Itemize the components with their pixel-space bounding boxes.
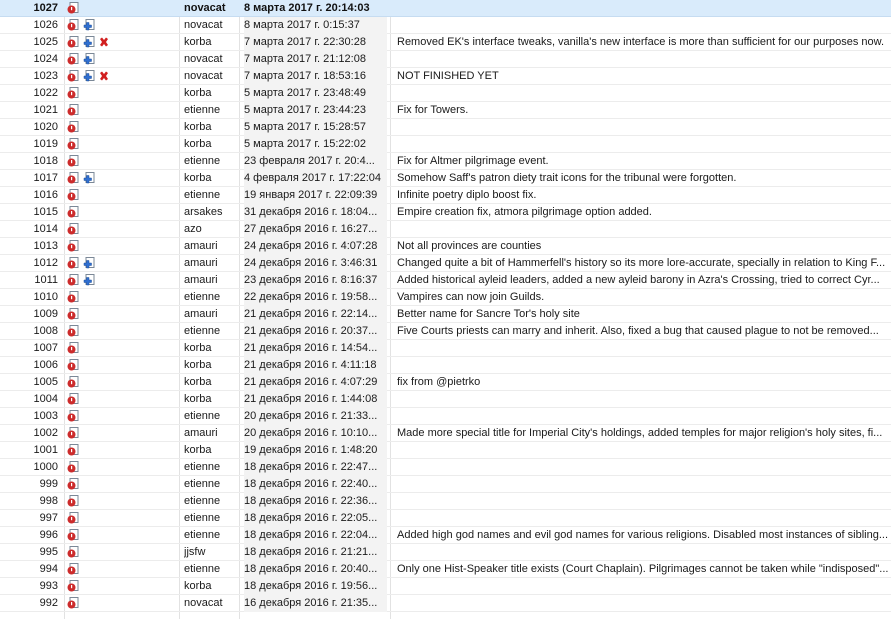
- action-icons: [67, 136, 177, 153]
- commit-date: 27 декабря 2016 г. 16:27...: [244, 221, 387, 238]
- document-added-icon: [83, 19, 95, 31]
- log-row[interactable]: [0, 170, 891, 187]
- author: korba: [184, 393, 212, 405]
- log-row[interactable]: [0, 255, 891, 272]
- revision-number: 1026: [33, 19, 58, 31]
- log-row[interactable]: [0, 289, 891, 306]
- revision-number: 1009: [33, 308, 58, 320]
- commit-date: 23 декабря 2016 г. 8:16:37: [244, 272, 387, 289]
- revision-number: 1003: [33, 410, 58, 422]
- action-icons: [67, 272, 177, 289]
- commit-date: 18 декабря 2016 г. 21:21...: [244, 544, 387, 561]
- commit-message: Somehow Saff's patron diety trait icons for the tribunal were forgotten.: [397, 172, 737, 184]
- action-icons: [67, 578, 177, 595]
- author: etienne: [184, 325, 221, 337]
- author: novacat: [184, 53, 223, 65]
- commit-message: [397, 408, 889, 425]
- commit-message: [397, 340, 889, 357]
- document-added-icon: [83, 70, 95, 82]
- commit-message: Made more special title for Imperial City's holdings, added temples for major religion's holy sites, fi...: [397, 427, 883, 439]
- revision-number: 1027: [33, 2, 58, 14]
- log-row[interactable]: [0, 221, 891, 238]
- log-row[interactable]: [0, 272, 891, 289]
- log-row[interactable]: [0, 187, 891, 204]
- commit-date: 5 марта 2017 г. 23:44:23: [244, 102, 387, 119]
- author: korba: [184, 172, 212, 184]
- revision-number: 1025: [33, 36, 58, 48]
- author: etienne: [184, 478, 221, 490]
- commit-message: [397, 442, 889, 459]
- document-added-icon: [83, 172, 95, 184]
- action-icons: [67, 476, 177, 493]
- document-modified-icon: [67, 223, 79, 235]
- document-modified-icon: [67, 597, 79, 609]
- commit-date: 18 декабря 2016 г. 19:56...: [244, 578, 387, 595]
- commit-message: Removed EK's interface tweaks, vanilla's new interface is more than sufficient for our purposes now.: [397, 36, 885, 48]
- revision-number: 1005: [33, 376, 58, 388]
- log-row[interactable]: [0, 17, 891, 34]
- commit-message: Not all provinces are counties: [397, 240, 542, 252]
- revision-number: 1018: [33, 155, 58, 167]
- commit-date: 23 февраля 2017 г. 20:4...: [244, 153, 387, 170]
- commit-date: 7 марта 2017 г. 22:30:28: [244, 34, 387, 51]
- action-icons: [67, 238, 177, 255]
- commit-date: 18 декабря 2016 г. 22:47...: [244, 459, 387, 476]
- document-deleted-icon: [98, 70, 110, 82]
- revision-number: 1022: [33, 87, 58, 99]
- author: amauri: [184, 240, 218, 252]
- revision-number: 1021: [33, 104, 58, 116]
- log-row[interactable]: [0, 136, 891, 153]
- action-icons: [67, 442, 177, 459]
- log-row[interactable]: [0, 476, 891, 493]
- action-icons: [67, 459, 177, 476]
- revision-number: 1002: [33, 427, 58, 439]
- document-modified-icon: [67, 274, 79, 286]
- author: korba: [184, 376, 212, 388]
- commit-date: 31 декабря 2016 г. 18:04...: [244, 204, 387, 221]
- document-modified-icon: [67, 512, 79, 524]
- author: korba: [184, 580, 212, 592]
- commit-date: 5 марта 2017 г. 15:22:02: [244, 136, 387, 153]
- action-icons: [67, 153, 177, 170]
- document-modified-icon: [67, 2, 79, 14]
- action-icons: [67, 391, 177, 408]
- document-modified-icon: [67, 359, 79, 371]
- commit-date: 18 декабря 2016 г. 22:05...: [244, 510, 387, 527]
- commit-message: [397, 544, 889, 561]
- action-icons: [67, 306, 177, 323]
- action-icons: [67, 408, 177, 425]
- document-modified-icon: [67, 206, 79, 218]
- author: etienne: [184, 461, 221, 473]
- author: amauri: [184, 427, 218, 439]
- action-icons: [67, 357, 177, 374]
- document-modified-icon: [67, 495, 79, 507]
- document-modified-icon: [67, 563, 79, 575]
- author: etienne: [184, 189, 221, 201]
- document-deleted-icon: [98, 36, 110, 48]
- action-icons: [67, 510, 177, 527]
- document-modified-icon: [67, 36, 79, 48]
- log-row[interactable]: [0, 340, 891, 357]
- action-icons: [67, 561, 177, 578]
- revision-number: 1020: [33, 121, 58, 133]
- action-icons: [67, 17, 177, 34]
- author: etienne: [184, 495, 221, 507]
- revision-number: 993: [39, 580, 58, 592]
- commit-date: 21 декабря 2016 г. 4:11:18: [244, 357, 387, 374]
- document-modified-icon: [67, 138, 79, 150]
- author: novacat: [184, 70, 223, 82]
- log-row[interactable]: [0, 204, 891, 221]
- document-modified-icon: [67, 342, 79, 354]
- author: korba: [184, 138, 212, 150]
- commit-message: fix from @pietrko: [397, 376, 481, 388]
- document-modified-icon: [67, 87, 79, 99]
- log-row[interactable]: [0, 527, 891, 544]
- revision-number: 1000: [33, 461, 58, 473]
- document-modified-icon: [67, 393, 79, 405]
- log-row[interactable]: [0, 102, 891, 119]
- document-added-icon: [83, 36, 95, 48]
- log-row[interactable]: [0, 306, 891, 323]
- author: korba: [184, 87, 212, 99]
- document-modified-icon: [67, 529, 79, 541]
- document-modified-icon: [67, 155, 79, 167]
- action-icons: [67, 34, 177, 51]
- commit-message: Changed quite a bit of Hammerfell's history so its more lore-accurate, specially in relation to King F...: [397, 257, 886, 269]
- commit-date: 8 марта 2017 г. 20:14:03: [244, 2, 370, 14]
- author: novacat: [184, 19, 223, 31]
- revision-number: 1014: [33, 223, 58, 235]
- log-row[interactable]: [0, 561, 891, 578]
- log-row[interactable]: [0, 51, 891, 68]
- revision-number: 1013: [33, 240, 58, 252]
- action-icons: [67, 51, 177, 68]
- revision-number: 1007: [33, 342, 58, 354]
- commit-message: [397, 17, 889, 34]
- action-icons: [67, 187, 177, 204]
- document-modified-icon: [67, 291, 79, 303]
- commit-date: 21 декабря 2016 г. 14:54...: [244, 340, 387, 357]
- commit-message: Infinite poetry diplo boost fix.: [397, 189, 537, 201]
- action-icons: [67, 221, 177, 238]
- commit-date: 5 марта 2017 г. 15:28:57: [244, 119, 387, 136]
- document-modified-icon: [67, 19, 79, 31]
- action-icons: [67, 374, 177, 391]
- commit-message: NOT FINISHED YET: [397, 70, 499, 82]
- commit-message: [397, 136, 889, 153]
- revision-number: 994: [39, 563, 58, 575]
- commit-date: 5 марта 2017 г. 23:48:49: [244, 85, 387, 102]
- log-row[interactable]: [0, 459, 891, 476]
- author: etienne: [184, 529, 221, 541]
- author: etienne: [184, 410, 221, 422]
- commit-message: Fix for Altmer pilgrimage event.: [397, 155, 549, 167]
- author: etienne: [184, 512, 221, 524]
- action-icons: [67, 595, 177, 612]
- revision-number: 1006: [33, 359, 58, 371]
- action-icons: [67, 544, 177, 561]
- author: etienne: [184, 291, 221, 303]
- commit-date: 19 декабря 2016 г. 1:48:20: [244, 442, 387, 459]
- action-icons: [67, 102, 177, 119]
- document-modified-icon: [67, 546, 79, 558]
- author: arsakes: [184, 206, 223, 218]
- commit-date: 21 декабря 2016 г. 20:37...: [244, 323, 387, 340]
- document-added-icon: [83, 274, 95, 286]
- commit-date: 21 декабря 2016 г. 1:44:08: [244, 391, 387, 408]
- commit-message: Better name for Sancre Tor's holy site: [397, 308, 580, 320]
- commit-message: [397, 510, 889, 527]
- author: korba: [184, 444, 212, 456]
- revision-number: 1004: [33, 393, 58, 405]
- log-row[interactable]: [0, 408, 891, 425]
- author: korba: [184, 121, 212, 133]
- action-icons: [67, 255, 177, 272]
- document-modified-icon: [67, 240, 79, 252]
- log-row[interactable]: [0, 238, 891, 255]
- author: novacat: [184, 2, 226, 14]
- revision-number: 1011: [34, 274, 58, 286]
- document-modified-icon: [67, 376, 79, 388]
- action-icons: [67, 204, 177, 221]
- commit-date: 18 декабря 2016 г. 22:36...: [244, 493, 387, 510]
- revision-number: 999: [39, 478, 58, 490]
- log-row[interactable]: [0, 0, 891, 17]
- document-modified-icon: [67, 189, 79, 201]
- commit-message: [397, 0, 889, 17]
- document-added-icon: [83, 257, 95, 269]
- commit-date: 24 декабря 2016 г. 3:46:31: [244, 255, 387, 272]
- author: etienne: [184, 104, 221, 116]
- commit-message: Vampires can now join Guilds.: [397, 291, 545, 303]
- commit-message: [397, 578, 889, 595]
- log-row[interactable]: [0, 493, 891, 510]
- commit-date: 22 декабря 2016 г. 19:58...: [244, 289, 387, 306]
- commit-message: Five Courts priests can marry and inherit. Also, fixed a bug that caused plague to not be removed...: [397, 325, 879, 337]
- commit-message: [397, 357, 889, 374]
- commit-message: Only one Hist-Speaker title exists (Court Chaplain). Pilgrimages cannot be taken while "indisposed"...: [397, 563, 889, 575]
- log-row[interactable]: [0, 119, 891, 136]
- log-row[interactable]: [0, 374, 891, 391]
- revision-number: 1012: [33, 257, 58, 269]
- revision-number: 1024: [33, 53, 58, 65]
- author: amauri: [184, 257, 218, 269]
- document-modified-icon: [67, 121, 79, 133]
- document-modified-icon: [67, 53, 79, 65]
- action-icons: [67, 289, 177, 306]
- action-icons: [67, 68, 177, 85]
- revision-number: 1015: [33, 206, 58, 218]
- commit-date: 7 марта 2017 г. 18:53:16: [244, 68, 387, 85]
- revision-number: 1016: [33, 189, 58, 201]
- document-modified-icon: [67, 427, 79, 439]
- document-added-icon: [83, 53, 95, 65]
- document-modified-icon: [67, 325, 79, 337]
- commit-message: Fix for Towers.: [397, 104, 469, 116]
- author: etienne: [184, 155, 221, 167]
- document-modified-icon: [67, 104, 79, 116]
- commit-message: [397, 476, 889, 493]
- document-modified-icon: [67, 70, 79, 82]
- commit-date: 18 декабря 2016 г. 22:04...: [244, 527, 387, 544]
- commit-message: [397, 221, 889, 238]
- log-row[interactable]: [0, 442, 891, 459]
- log-row[interactable]: [0, 578, 891, 595]
- action-icons: [67, 323, 177, 340]
- revision-number: 995: [39, 546, 58, 558]
- revision-number: 1010: [33, 291, 58, 303]
- commit-message: [397, 459, 889, 476]
- log-row[interactable]: [0, 544, 891, 561]
- author: amauri: [184, 308, 218, 320]
- document-modified-icon: [67, 444, 79, 456]
- revision-number: 1008: [33, 325, 58, 337]
- commit-date: 8 марта 2017 г. 0:15:37: [244, 17, 387, 34]
- log-row[interactable]: [0, 153, 891, 170]
- revision-number: 997: [39, 512, 58, 524]
- commit-date: 20 декабря 2016 г. 21:33...: [244, 408, 387, 425]
- action-icons: [67, 425, 177, 442]
- revision-number: 1019: [33, 138, 58, 150]
- document-modified-icon: [67, 478, 79, 490]
- action-icons: [67, 85, 177, 102]
- author: korba: [184, 36, 212, 48]
- revision-number: 996: [39, 529, 58, 541]
- document-modified-icon: [67, 461, 79, 473]
- action-icons: [67, 170, 177, 187]
- document-modified-icon: [67, 257, 79, 269]
- commit-message: [397, 119, 889, 136]
- log-row[interactable]: [0, 510, 891, 527]
- log-row[interactable]: [0, 391, 891, 408]
- commit-date: 24 декабря 2016 г. 4:07:28: [244, 238, 387, 255]
- commit-date: 20 декабря 2016 г. 10:10...: [244, 425, 387, 442]
- author: korba: [184, 359, 212, 371]
- log-row[interactable]: [0, 68, 891, 85]
- commit-message: [397, 493, 889, 510]
- log-row[interactable]: [0, 323, 891, 340]
- log-row[interactable]: [0, 425, 891, 442]
- author: korba: [184, 342, 212, 354]
- revision-number: 992: [39, 597, 58, 609]
- commit-message: Added historical ayleid leaders, added a new ayleid barony in Azra's Crossing, tried to correct Cyr...: [397, 274, 880, 286]
- author: jjsfw: [184, 546, 206, 558]
- author: amauri: [184, 274, 218, 286]
- author: novacat: [184, 597, 223, 609]
- action-icons: [67, 493, 177, 510]
- revision-number: 1017: [33, 172, 58, 184]
- action-icons: [67, 527, 177, 544]
- revision-number: 1023: [33, 70, 58, 82]
- commit-message: [397, 391, 889, 408]
- commit-message: Empire creation fix, atmora pilgrimage option added.: [397, 206, 652, 218]
- commit-message: [397, 595, 889, 612]
- commit-date: 19 января 2017 г. 22:09:39: [244, 187, 387, 204]
- action-icons: [67, 0, 177, 17]
- commit-date: 7 марта 2017 г. 21:12:08: [244, 51, 387, 68]
- commit-message: Added high god names and evil god names for various religions. Disabled most instances of sibling...: [397, 529, 888, 541]
- revision-number: 998: [39, 495, 58, 507]
- log-row[interactable]: [0, 85, 891, 102]
- document-modified-icon: [67, 410, 79, 422]
- log-row[interactable]: [0, 34, 891, 51]
- log-row[interactable]: [0, 595, 891, 612]
- author: azo: [184, 223, 202, 235]
- document-modified-icon: [67, 580, 79, 592]
- commit-date: 4 февраля 2017 г. 17:22:04: [244, 170, 387, 187]
- log-row[interactable]: [0, 357, 891, 374]
- revision-number: 1001: [33, 444, 58, 456]
- commit-date: 21 декабря 2016 г. 22:14...: [244, 306, 387, 323]
- commit-message: [397, 85, 889, 102]
- author: etienne: [184, 563, 221, 575]
- document-modified-icon: [67, 172, 79, 184]
- commit-date: 16 декабря 2016 г. 21:35...: [244, 595, 387, 612]
- commit-message: [397, 51, 889, 68]
- action-icons: [67, 340, 177, 357]
- commit-date: 18 декабря 2016 г. 22:40...: [244, 476, 387, 493]
- commit-date: 18 декабря 2016 г. 20:40...: [244, 561, 387, 578]
- document-modified-icon: [67, 308, 79, 320]
- action-icons: [67, 119, 177, 136]
- commit-date: 21 декабря 2016 г. 4:07:29: [244, 374, 387, 391]
